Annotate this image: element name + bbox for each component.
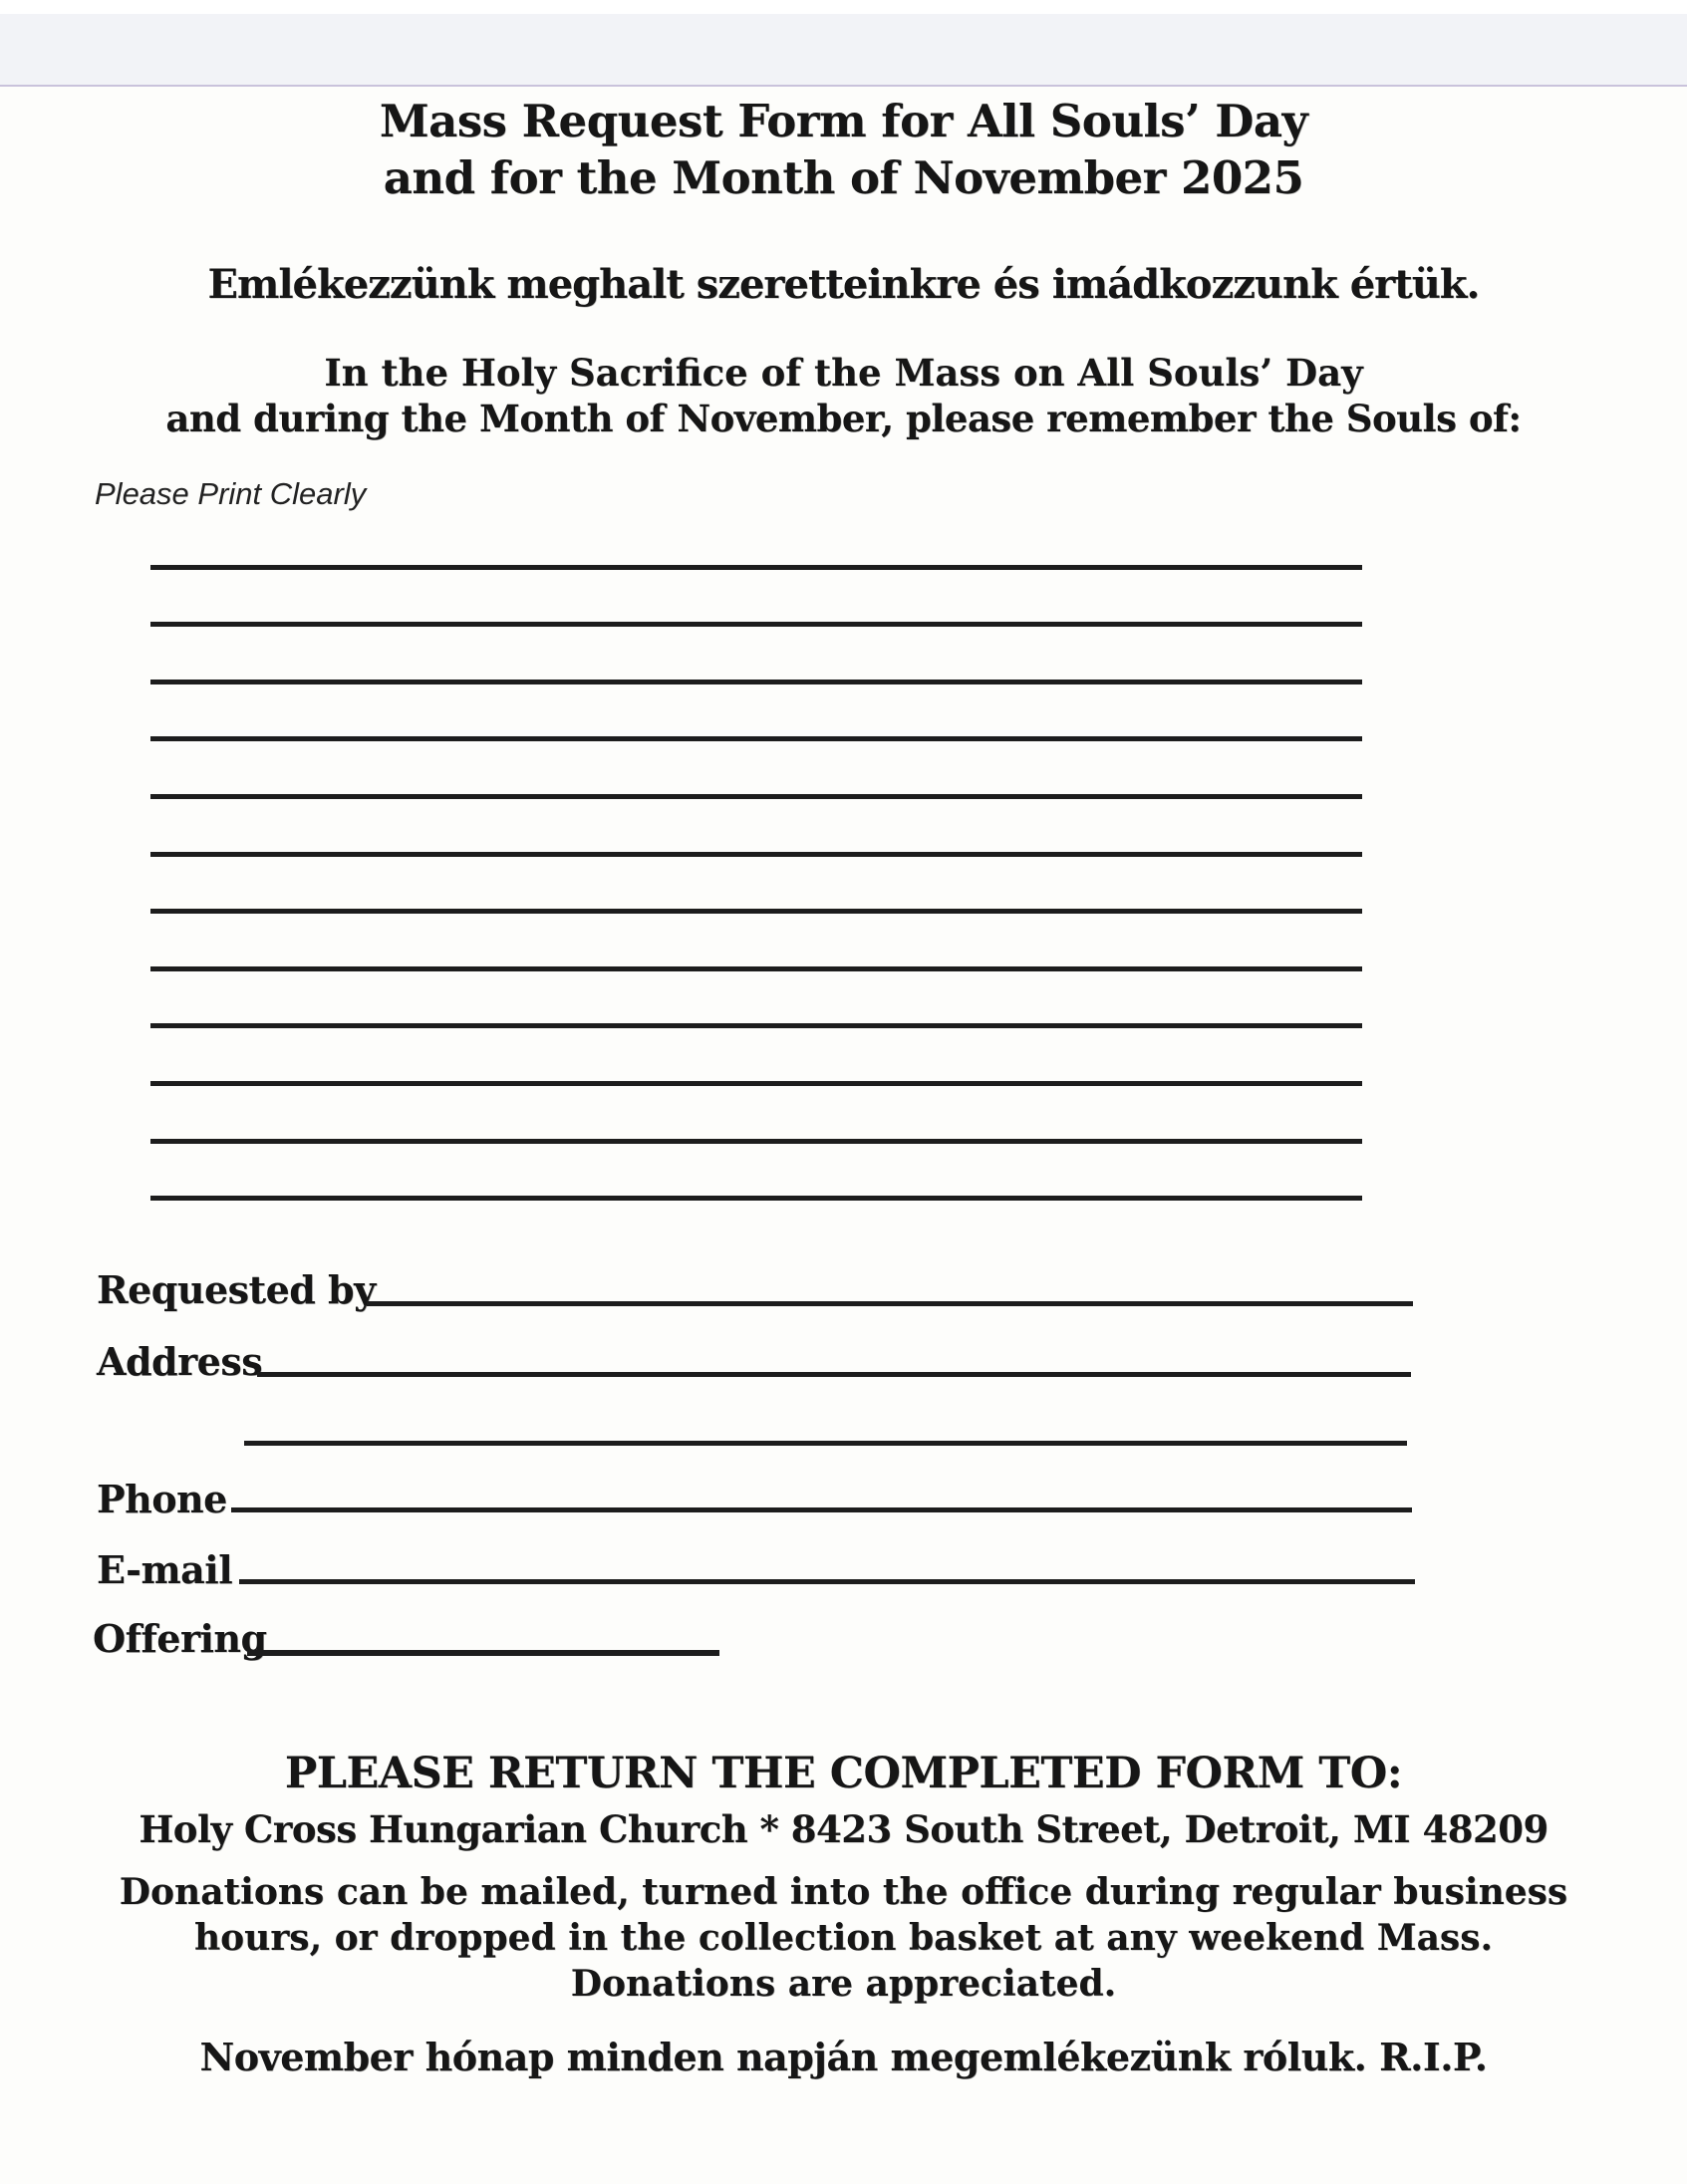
donation-note-line1: Donations can be mailed, turned into the office during regular business <box>119 1871 1568 1913</box>
write-in-line <box>150 1144 1362 1202</box>
donation-note-line2: hours, or dropped in the collection basket at any weekend Mass. <box>193 1917 1493 1959</box>
scan-artifact-edge <box>0 0 1687 14</box>
write-in-line <box>150 1086 1362 1144</box>
print-clearly-note: Please Print Clearly <box>95 476 367 511</box>
phone-label: Phone <box>97 1477 227 1521</box>
hungarian-intro-text: Emlékezzünk meghalt szeretteinkre és imádkozzunk értük. <box>207 261 1480 308</box>
write-in-line <box>150 570 1362 628</box>
write-in-line <box>150 857 1362 915</box>
write-in-line <box>150 741 1362 799</box>
address-write-in-line-2 <box>244 1441 1407 1446</box>
email-write-in-line <box>239 1579 1415 1584</box>
remembrance-note: November hónap minden napján megemlékezünk róluk. R.I.P. <box>199 2035 1488 2079</box>
address-write-in-line <box>257 1372 1411 1377</box>
return-instructions-heading: PLEASE RETURN THE COMPLETED FORM TO: <box>284 1749 1403 1798</box>
form-title-line2: and for the Month of November 2025 <box>383 151 1304 204</box>
address-label: Address <box>97 1339 263 1384</box>
instruction-line1: In the Holy Sacrifice of the Mass on All Souls’ Day <box>324 351 1363 395</box>
donation-note-line3: Donations are appreciated. <box>570 1963 1117 2005</box>
requested-by-write-in-line <box>367 1301 1413 1306</box>
email-label: E-mail <box>97 1547 233 1592</box>
form-title-line1: Mass Request Form for All Souls’ Day <box>379 95 1308 147</box>
scan-artifact-line <box>0 85 1687 87</box>
requested-by-label: Requested by <box>97 1267 376 1312</box>
names-write-in-lines <box>150 512 1362 1201</box>
write-in-line <box>150 914 1362 971</box>
write-in-line <box>150 627 1362 684</box>
write-in-line <box>150 799 1362 857</box>
write-in-line <box>150 684 1362 742</box>
write-in-line <box>150 971 1362 1029</box>
church-address-line: Holy Cross Hungarian Church * 8423 South Street, Detroit, MI 48209 <box>139 1807 1548 1851</box>
phone-write-in-line <box>231 1507 1412 1512</box>
offering-write-in-line <box>247 1650 719 1656</box>
instruction-line2: and during the Month of November, please remember the Souls of: <box>165 397 1522 440</box>
write-in-line <box>150 1028 1362 1086</box>
offering-label: Offering <box>93 1616 267 1661</box>
write-in-line <box>150 512 1362 570</box>
